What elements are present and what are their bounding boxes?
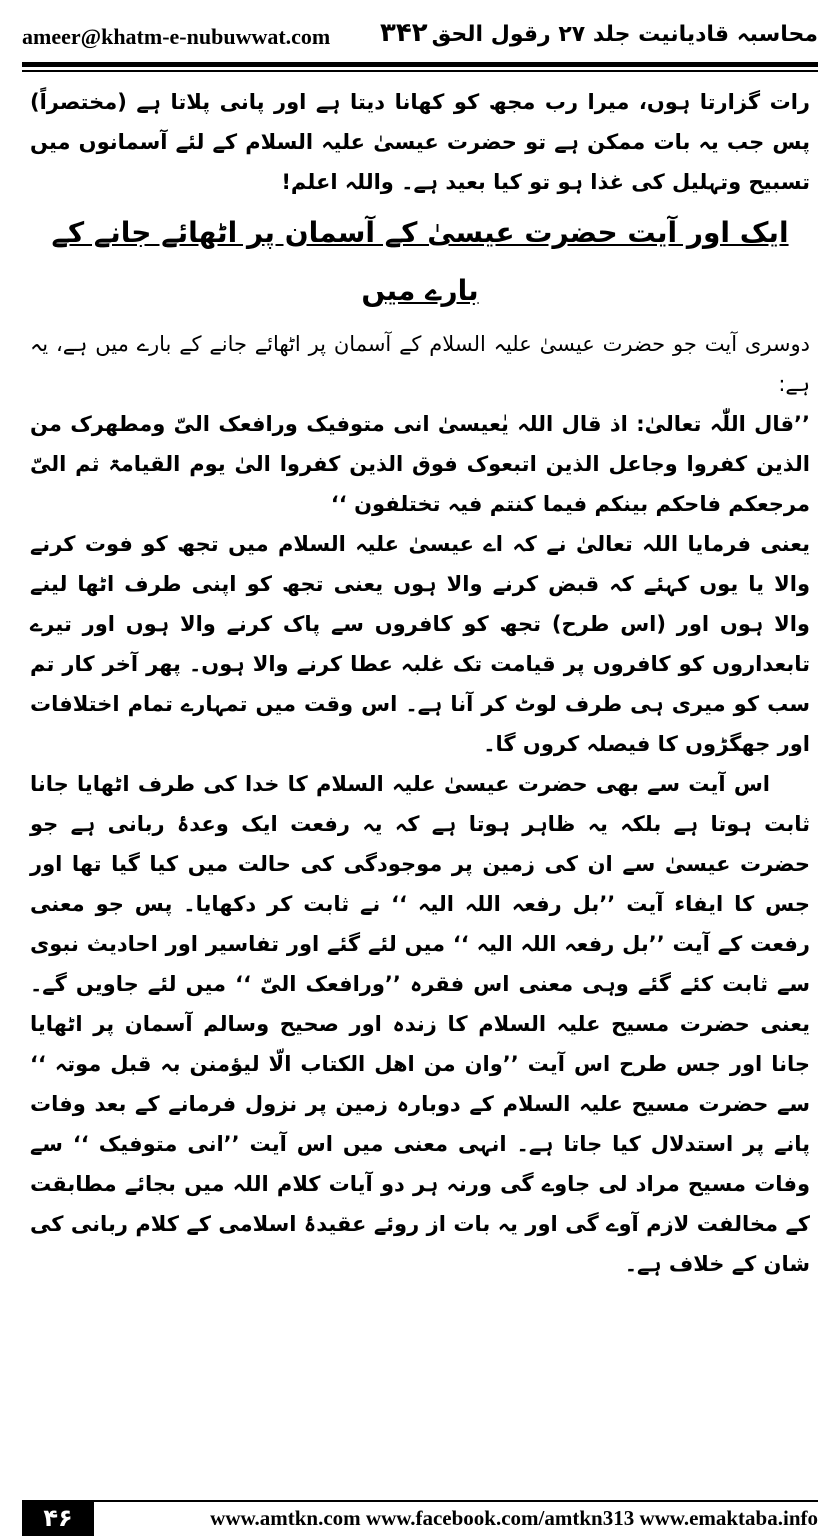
paragraph-second-verse: دوسری آیت جو حضرت عیسیٰ علیہ السلام کے آسمان پر اٹھائے جانے کے بارے میں ہے، یہ ہے: [30, 332, 810, 396]
paragraph-commentary: اس آیت سے بھی حضرت عیسیٰ علیہ السلام کا خدا کی طرف اٹھایا جانا ثابت ہوتا ہے بلکہ یہ ظاہر ہوتا ہے کہ یہ رفعت ایک وعدۂ ربانی ہے جو حضرت عیسیٰ سے ان کی زمین پر موجودگی کی حالت میں کیا گیا تھا اور جس کا ایفاء آیت ’’بل رفعہ اللہ الیہ ‘‘ نے ثابت کر دکھایا۔ پس جو معنی رفعت کے آیت ’’بل رفعہ اللہ الیہ ‘‘ میں لئے گئے اور تفاسیر اور احادیث نبوی سے ثابت کئے گئے وہی معنی اس فقرہ ’’ورافعک الیّ ‘‘ میں لئے جاویں گے۔ یعنی حضرت مسیح علیہ السلام کا زندہ اور صحیح وسالم آسمان پر اٹھایا جانا اور جس طرح اس آیت ’’وان من اھل الکتاب الّا لیؤمنن بہ قبل موتہ ‘‘ سے حضرت مسیح علیہ السلام کے دوبارہ زمین پر نزول فرمانے کے بعد وفات پانے پر استدلال کیا جاتا ہے۔ انہی معنی میں اس آیت ’’انی متوفیک ‘‘ سے وفات مسیح مراد لی جاوے گی ورنہ ہر دو آیات کلام اللہ میں بجائے مطابقت کے مخالفت لازم آوے گی اور یہ بات از روئے عقیدۂ اسلامی کے کلام ربانی کی شان کے خلاف ہے۔ [30, 772, 810, 1276]
header-rule-thin [22, 70, 818, 72]
header-rule-thick [22, 62, 818, 67]
footer-page-number: ۴۶ [22, 1500, 94, 1536]
page-body [30, 82, 810, 1284]
footer-urls: www.amtkn.com www.facebook.com/amtkn313 www.emaktaba.info [210, 1506, 818, 1530]
page-header [22, 18, 818, 58]
header-page-number: ۳۴۲ [380, 18, 428, 48]
header-book-title: محاسبہ قادیانیت جلد ۲۷ رقول الحق [431, 22, 818, 47]
arabic-quote: ’’قال اللّٰہ تعالیٰ: اذ قال اللہ یٰعیسیٰ انی متوفیک ورافعک الیّ ومطھرک من الذین کفروا وجاعل الذین اتبعوک فوق الذین کفروا الیٰ یوم القیامۃ ثم الیّ مرجعکم فاحکم بینکم فیما کنتم فیہ تختلفون ‘‘ [30, 412, 810, 516]
paragraph-intro: رات گزارتا ہوں، میرا رب مجھ کو کھانا دیتا ہے اور پانی پلاتا ہے (مختصراً) پس جب یہ بات ممکن ہے تو حضرت عیسیٰ علیہ السلام کے لئے آسمانوں میں تسبیح وتہلیل کی غذا ہو تو کیا بعید ہے۔ واللہ اعلم! [30, 90, 810, 194]
footer-rule [94, 1500, 818, 1502]
quote-translation: یعنی فرمایا اللہ تعالیٰ نے کہ اے عیسیٰ علیہ السلام میں تجھ کو فوت کرنے والا یا یوں کہئے کہ قبض کرنے والا ہوں یعنی تجھ کو اپنی طرف اٹھا لینے والا ہوں اور (اس طرح) تجھ کو کافروں سے پاک کرنے والا ہوں اور تیرے تابعداروں کو کافروں پر قیامت تک غلبہ عطا کرنے والا ہوں۔ پھر آخر کار تم سب کو میری ہی طرف لوٹ کر آنا ہے۔ اس وقت میں تمہارے تمام اختلافات اور جھگڑوں کا فیصلہ کروں گا۔ [30, 532, 810, 756]
header-email: ameer@khatm-e-nubuwwat.com [22, 24, 331, 49]
section-heading: ایک اور آیت حضرت عیسیٰ کے آسمان پر اٹھائے جانے کے بارے میں [51, 216, 789, 307]
page-footer [22, 1500, 818, 1536]
